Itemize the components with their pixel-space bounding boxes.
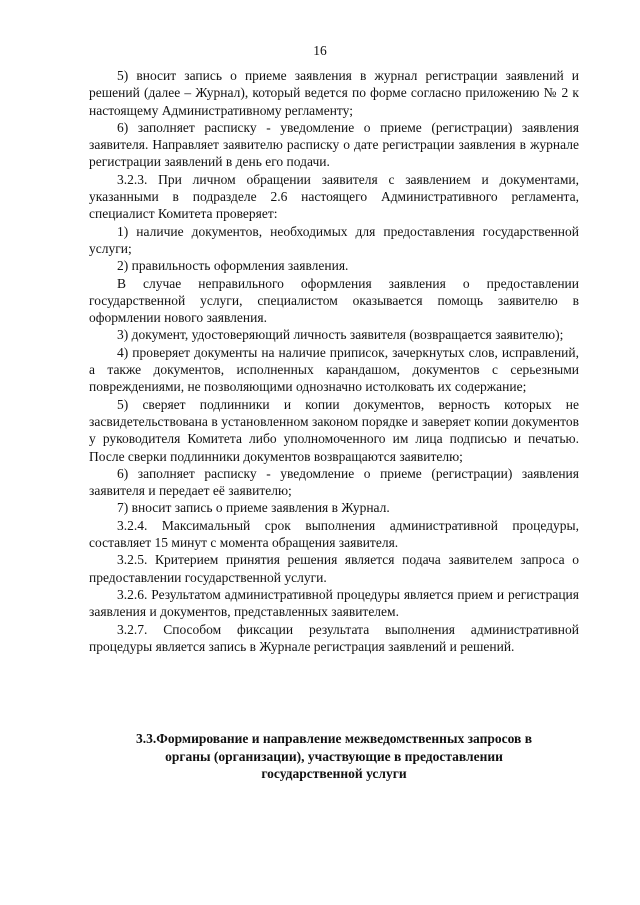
paragraph: 5) сверяет подлинники и копии документов, верность которых не засвидетельствована в установленном законом порядке и заверяет копии документов у руководителя Комитета либо уполномоченного им лица подписью и печатью. После сверки подлинники документов возвращаются заявителю; <box>89 396 579 464</box>
paragraph: 4) проверяет документы на наличие приписок, зачеркнутых слов, исправлений, а также документов, исполненных карандашом, документов с серьезными повреждениями, не позволяющими однозначно истолковать их содержание; <box>89 344 579 395</box>
paragraph: 1) наличие документов, необходимых для предоставления государственной услуги; <box>89 223 579 256</box>
section-heading-line: 3.3.Формирование и направление межведомственных запросов в <box>135 731 533 746</box>
section-heading <box>89 730 579 783</box>
paragraph: В случае неправильного оформления заявления о предоставлении государственной услуги, специалистом оказывается помощь заявителю в оформлении нового заявления. <box>89 275 579 326</box>
page-number: 16 <box>313 43 327 58</box>
paragraph: 6) заполняет расписку - уведомление о приеме (регистрации) заявления заявителя. Направляет заявителю расписку о дате регистрации заявления в журнале регистрации заявлений в день его подачи. <box>89 119 579 170</box>
section-heading-line: государственной услуги <box>261 766 407 781</box>
section-heading-line: органы (организации), участвующие в предоставлении <box>165 748 503 764</box>
paragraph: 3.2.7. Способом фиксации результата выполнения административной процедуры является запись в Журнале регистрация заявлений и решений. <box>89 621 579 654</box>
paragraph: 2) правильность оформления заявления. <box>117 258 349 274</box>
paragraph: 3.2.4. Максимальный срок выполнения административной процедуры, составляет 15 минут с момента обращения заявителя. <box>89 517 579 551</box>
paragraph: 6) заполняет расписку - уведомление о приеме (регистрации) заявления заявителя и передает её заявителю; <box>89 465 579 499</box>
body-text <box>89 67 579 655</box>
paragraph: 5) вносит запись о приеме заявления в журнал регистрации заявлений и решений (далее – Журнал), который ведется по форме согласно приложению № 2 к настоящему Административному регламенту; <box>89 68 579 118</box>
paragraph: 3.2.3. При личном обращении заявителя с заявлением и документами, указанными в подразделе 2.6 настоящего Административного регламента, специалист Комитета проверяет: <box>89 171 579 222</box>
paragraph: 3.2.5. Критерием принятия решения является подача заявителем запроса о предоставлении государственной услуги. <box>89 552 579 585</box>
paragraph: 3) документ, удостоверяющий личность заявителя (возвращается заявителю); <box>117 327 564 343</box>
paragraph: 3.2.6. Результатом административной процедуры является прием и регистрация заявления и документов, представленных заявителем. <box>89 586 579 620</box>
paragraph: 7) вносит запись о приеме заявления в Журнал. <box>117 500 390 516</box>
